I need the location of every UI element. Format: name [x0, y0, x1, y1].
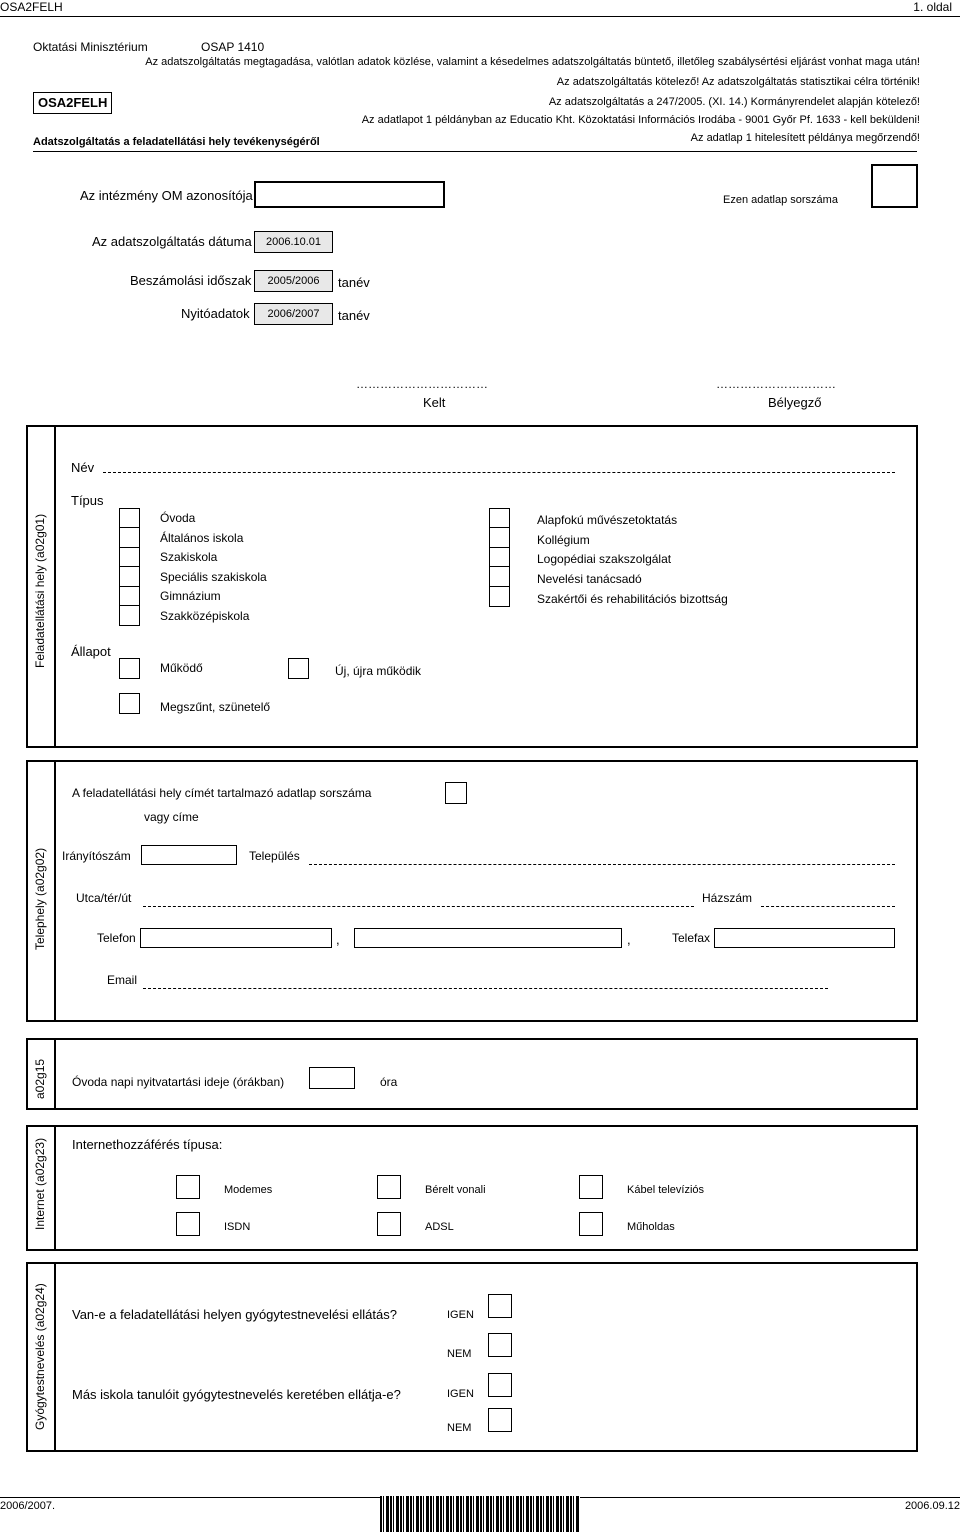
status-closed-checkbox[interactable] [119, 693, 140, 714]
status-closed-label: Megszűnt, szünetelő [160, 700, 271, 714]
phone-label: Telefon [97, 931, 136, 945]
type-kollegium-checkbox[interactable] [489, 527, 510, 548]
barcode [380, 1496, 580, 1532]
pe-q1-yes-label: IGEN [447, 1309, 474, 1321]
kelt-label: Kelt [423, 395, 446, 410]
hours-side-label: a02g15 [33, 1058, 47, 1099]
hours-unit: óra [380, 1075, 398, 1089]
form-code-label: OSA2FELH [38, 95, 108, 110]
type-label-muveszet: Alapfokú művészetoktatás [537, 513, 678, 527]
type-szakkozep-checkbox[interactable] [119, 605, 140, 626]
serial-input[interactable] [871, 164, 918, 208]
type-szakertoi-checkbox[interactable] [489, 586, 510, 607]
type-muveszet-checkbox[interactable] [489, 508, 510, 529]
internet-modem-label: Modemes [224, 1184, 273, 1196]
period-field: 2005/2006 [254, 270, 333, 292]
footer-date: 2006.09.12 [904, 1500, 960, 1512]
type-specialis-checkbox[interactable] [119, 566, 140, 587]
kelt-dots: …………………………… [356, 377, 488, 391]
type-label-szakertoi: Szakértői és rehabilitációs bizottság [537, 592, 728, 606]
status-new-label: Új, újra működik [335, 664, 422, 678]
type-label-gimnazium: Gimnázium [160, 589, 221, 603]
om-id-label: Az intézmény OM azonosítója [80, 188, 253, 203]
status-active-label: Működő [160, 661, 203, 675]
hours-input[interactable] [309, 1067, 355, 1089]
internet-isdn-label: ISDN [224, 1221, 251, 1233]
fax-label: Telefax [672, 931, 711, 945]
type-label-kollegium: Kollégium [537, 533, 590, 547]
phone-comma-2: , [627, 932, 631, 947]
legal-line-3: Az adatszolgáltatás a 247/2005. (XI. 14.) Kormányrendelet alapján kötelező! [548, 96, 920, 108]
ministry-label: Oktatási Minisztérium [33, 40, 148, 54]
type-altalanos-checkbox[interactable] [119, 527, 140, 548]
status-label: Állapot [71, 644, 111, 659]
internet-cable-checkbox[interactable] [579, 1175, 603, 1199]
legal-line-1: Az adatszolgáltatás megtagadása, valótlan adatok közlése, valamint a késedelmes adatszolgáltatás büntető, illetőleg szabálysértési eljárást vonhat maga után! [145, 56, 920, 68]
phone-comma-1: , [336, 932, 340, 947]
om-id-input[interactable] [254, 181, 445, 208]
kindergarten-hours-section [26, 1038, 918, 1110]
internet-leased-label: Bérelt vonali [425, 1184, 486, 1196]
street-input-line[interactable] [143, 906, 694, 907]
pe-q2-yes-label: IGEN [447, 1388, 474, 1400]
internet-leased-checkbox[interactable] [377, 1175, 401, 1199]
type-label-specialis: Speciális szakiskola [160, 570, 267, 584]
internet-adsl-checkbox[interactable] [377, 1212, 401, 1236]
pe-q2-yes-checkbox[interactable] [488, 1373, 512, 1397]
city-input-line[interactable] [309, 864, 895, 865]
address-ref-input[interactable] [445, 782, 467, 804]
footer-year: 2006/2007. [0, 1500, 56, 1512]
type-szakiskola-checkbox[interactable] [119, 547, 140, 568]
zip-label: Irányítószám [62, 849, 131, 863]
name-input-line[interactable] [103, 472, 895, 473]
form-code-top: OSA2FELH [0, 0, 63, 14]
serial-label: Ezen adatlap sorszáma [723, 194, 838, 206]
pe-question-1: Van-e a feladatellátási helyen gyógytestnevelési ellátás? [72, 1307, 397, 1322]
osap-code: OSAP 1410 [201, 40, 265, 54]
pe-side-label: Gyógytestnevelés (a02g24) [33, 1283, 47, 1430]
type-label-altalanos: Általános iskola [160, 531, 244, 545]
internet-title: Internethozzáférés típusa: [72, 1137, 223, 1152]
internet-side-label: Internet (a02g23) [33, 1137, 47, 1230]
legal-line-4: Az adatlapot 1 példányban az Educatio Kht. Közoktatási Információs Irodába - 9001 Győr Pf. 1633 - kell beküldeni! [361, 114, 920, 126]
pe-q1-no-checkbox[interactable] [488, 1333, 512, 1357]
address-ref-label: A feladatellátási hely címét tartalmazó adatlap sorszáma [72, 786, 372, 800]
legal-line-2: Az adatszolgáltatás kötelező! Az adatszolgáltatás statisztikai célra történik! [556, 76, 920, 88]
period-label: Beszámolási időszak [130, 273, 252, 288]
zip-input[interactable] [141, 845, 237, 865]
pe-q1-no-label: NEM [447, 1348, 472, 1360]
type-gimnazium-checkbox[interactable] [119, 586, 140, 607]
street-label: Utca/tér/út [76, 891, 132, 905]
email-input-line[interactable] [143, 988, 828, 989]
page-label: 1. oldal [913, 0, 952, 14]
pe-q2-no-label: NEM [447, 1422, 472, 1434]
name-label: Név [71, 460, 95, 475]
email-label: Email [107, 973, 138, 987]
type-label: Típus [71, 493, 104, 508]
hours-question: Óvoda napi nyitvatartási ideje (órákban) [72, 1075, 285, 1089]
type-logopedia-checkbox[interactable] [489, 547, 510, 568]
fax-input[interactable] [714, 928, 895, 948]
type-label-szakkozep: Szakközépiskola [160, 609, 250, 623]
type-ovoda-checkbox[interactable] [119, 508, 140, 529]
status-active-checkbox[interactable] [119, 658, 140, 679]
internet-satellite-checkbox[interactable] [579, 1212, 603, 1236]
internet-satellite-label: Műholdas [627, 1221, 675, 1233]
date-field: 2006.10.01 [254, 231, 333, 253]
house-label: Házszám [702, 891, 753, 905]
internet-adsl-label: ADSL [425, 1221, 454, 1233]
type-nevelesi-checkbox[interactable] [489, 566, 510, 587]
internet-modem-checkbox[interactable] [176, 1175, 200, 1199]
pe-q2-no-checkbox[interactable] [488, 1408, 512, 1432]
date-label: Az adatszolgáltatás dátuma [92, 234, 252, 249]
opening-unit: tanév [338, 308, 370, 323]
pe-question-2: Más iskola tanulóit gyógytestnevelés keretében ellátja-e? [72, 1387, 401, 1402]
stamp-dots: ………………………… [716, 377, 836, 391]
or-label: vagy címe [144, 810, 199, 824]
internet-cable-label: Kábel televíziós [627, 1184, 705, 1196]
pe-section [26, 1262, 918, 1452]
address-side-label: Telephely (a02g02) [33, 847, 47, 950]
house-input-line[interactable] [761, 906, 895, 907]
site-side-label: Feladatellátási hely (a02g01) [33, 513, 47, 668]
opening-field: 2006/2007 [254, 303, 333, 325]
phone-input-2[interactable] [354, 928, 622, 948]
period-unit: tanév [338, 275, 370, 290]
form-title: Adatszolgáltatás a feladatellátási hely tevékenységéről [33, 136, 320, 148]
status-new-checkbox[interactable] [288, 658, 309, 679]
type-label-szakiskola: Szakiskola [160, 550, 218, 564]
stamp-label: Bélyegző [768, 395, 822, 410]
type-label-nevelesi: Nevelési tanácsadó [537, 572, 642, 586]
type-label-logopedia: Logopédiai szakszolgálat [537, 552, 672, 566]
pe-q1-yes-checkbox[interactable] [488, 1294, 512, 1318]
internet-isdn-checkbox[interactable] [176, 1212, 200, 1236]
city-label: Település [249, 849, 300, 863]
legal-line-5: Az adatlap 1 hitelesített példánya megőrzendő! [690, 132, 920, 144]
opening-label: Nyitóadatok [181, 306, 250, 321]
type-label-ovoda: Óvoda [160, 511, 196, 525]
phone-input[interactable] [140, 928, 332, 948]
